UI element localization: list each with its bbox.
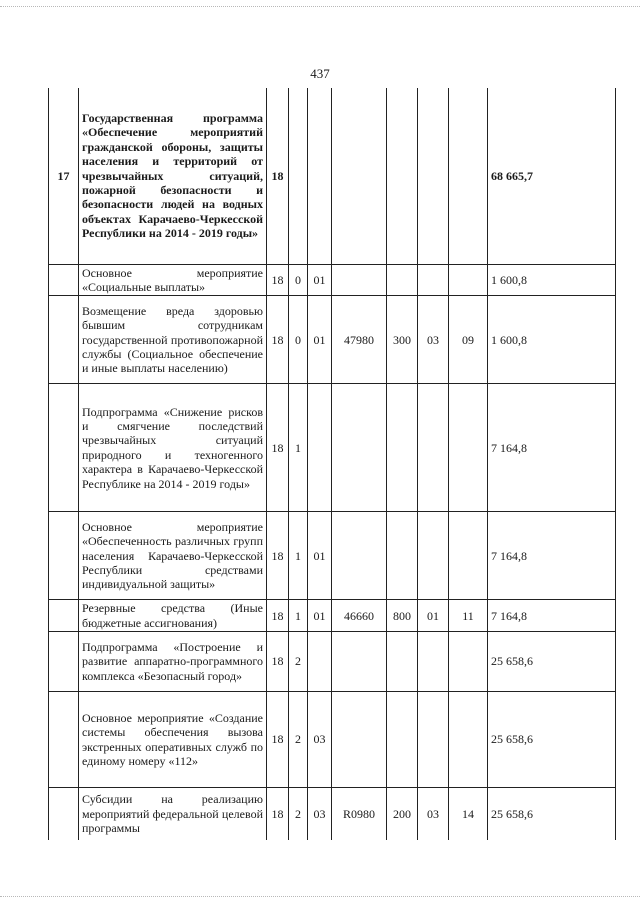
item-name-cell: Подпрограмма «Снижение рисков и смягчение последствий чрезвычайных ситуаций природного и техногенного характера в Карачаево-Черкесской Республике на 2014 - 2019 годы» [79, 384, 267, 512]
page-number: 437 [310, 66, 330, 81]
code-cell-4 [332, 384, 387, 512]
code-cell-3: 03 [308, 692, 332, 788]
item-name-cell: Возмещение вреда здоровью бывшим сотрудникам государственной противопожарной службы (Социальное обеспечение и иные выплаты населению) [79, 296, 267, 384]
code-cell-5 [387, 692, 418, 788]
code-cell-3: 01 [308, 296, 332, 384]
table-row [49, 788, 616, 840]
code-cell-1: 18 [267, 600, 289, 632]
code-cell-1: 18 [267, 88, 289, 264]
code-cell-7 [449, 692, 488, 788]
code-cell-2: 2 [289, 632, 308, 692]
code-cell-1: 18 [267, 296, 289, 384]
code-cell-7: 14 [449, 788, 488, 840]
code-cell-6 [418, 264, 449, 296]
code-cell-5: 200 [387, 788, 418, 840]
code-cell-1: 18 [267, 632, 289, 692]
item-name-cell: Государственная программа «Обеспечение мероприятий гражданской обороны, защиты населения и территорий от чрезвычайных ситуаций, пожарной безопасности и безопасности людей на водных объектах Карачаево-Черкесской Республики на 2014 - 2019 годы» [79, 88, 267, 264]
code-cell-1: 18 [267, 512, 289, 600]
code-cell-6: 03 [418, 788, 449, 840]
code-cell-4: 47980 [332, 296, 387, 384]
table-row [49, 512, 616, 600]
amount-cell: 68 665,7 [488, 88, 616, 264]
code-cell-7: 11 [449, 600, 488, 632]
amount-cell: 7 164,8 [488, 512, 616, 600]
item-name-cell: Основное мероприятие «Обеспеченность различных групп населения Карачаево-Черкесской Республики средствами индивидуальной защиты» [79, 512, 267, 600]
code-cell-2: 1 [289, 384, 308, 512]
amount-cell: 25 658,6 [488, 632, 616, 692]
code-cell-1: 18 [267, 692, 289, 788]
code-cell-4 [332, 692, 387, 788]
code-cell-5 [387, 384, 418, 512]
code-cell-7 [449, 384, 488, 512]
code-cell-7 [449, 512, 488, 600]
table-row [49, 264, 616, 296]
code-cell-6: 01 [418, 600, 449, 632]
code-cell-5 [387, 632, 418, 692]
code-cell-2: 2 [289, 788, 308, 840]
code-cell-2: 1 [289, 512, 308, 600]
item-name-cell: Подпрограмма «Построение и развитие аппаратно-программного комплекса «Безопасный город» [79, 632, 267, 692]
code-cell-5 [387, 88, 418, 264]
code-cell-3: 01 [308, 264, 332, 296]
code-cell-4 [332, 264, 387, 296]
amount-cell: 1 600,8 [488, 296, 616, 384]
code-cell-4: R0980 [332, 788, 387, 840]
code-cell-5 [387, 512, 418, 600]
code-cell-2 [289, 88, 308, 264]
code-cell-7 [449, 88, 488, 264]
code-cell-3 [308, 632, 332, 692]
code-cell-7: 09 [449, 296, 488, 384]
code-cell-6 [418, 692, 449, 788]
amount-cell: 25 658,6 [488, 788, 616, 840]
code-cell-6 [418, 512, 449, 600]
code-cell-5: 800 [387, 600, 418, 632]
amount-cell: 7 164,8 [488, 600, 616, 632]
code-cell-6: 03 [418, 296, 449, 384]
code-cell-3: 01 [308, 600, 332, 632]
code-cell-7 [449, 264, 488, 296]
item-name-cell: Основное мероприятие «Создание системы обеспечения вызова экстренных оперативных служб по единому номеру «112» [79, 692, 267, 788]
amount-cell: 25 658,6 [488, 692, 616, 788]
amount-cell: 7 164,8 [488, 384, 616, 512]
code-cell-6 [418, 632, 449, 692]
row-number-cell [49, 600, 79, 632]
code-cell-1: 18 [267, 264, 289, 296]
row-number-cell [49, 384, 79, 512]
table-row [49, 384, 616, 512]
table-row [49, 632, 616, 692]
code-cell-3: 03 [308, 788, 332, 840]
table-row [49, 692, 616, 788]
code-cell-2: 0 [289, 296, 308, 384]
code-cell-5: 300 [387, 296, 418, 384]
code-cell-4 [332, 88, 387, 264]
code-cell-6 [418, 384, 449, 512]
code-cell-5 [387, 264, 418, 296]
code-cell-4 [332, 512, 387, 600]
table-row [49, 296, 616, 384]
item-name-cell: Резервные средства (Иные бюджетные ассигнования) [79, 600, 267, 632]
row-number-cell [49, 296, 79, 384]
row-number-cell [49, 632, 79, 692]
code-cell-3 [308, 384, 332, 512]
code-cell-2: 2 [289, 692, 308, 788]
code-cell-4 [332, 632, 387, 692]
item-name-cell: Субсидии на реализацию мероприятий федеральной целевой программы [79, 788, 267, 840]
code-cell-1: 18 [267, 384, 289, 512]
code-cell-7 [449, 632, 488, 692]
code-cell-3: 01 [308, 512, 332, 600]
code-cell-4: 46660 [332, 600, 387, 632]
scan-edge-bottom [0, 896, 640, 898]
code-cell-2: 1 [289, 600, 308, 632]
scan-edge-top [0, 6, 640, 8]
amount-cell: 1 600,8 [488, 264, 616, 296]
row-number-cell [49, 512, 79, 600]
row-number-cell: 17 [49, 88, 79, 264]
budget-table [48, 88, 616, 840]
row-number-cell [49, 788, 79, 840]
table-row [49, 600, 616, 632]
table-row [49, 88, 616, 264]
code-cell-1: 18 [267, 788, 289, 840]
code-cell-3 [308, 88, 332, 264]
code-cell-6 [418, 88, 449, 264]
row-number-cell [49, 264, 79, 296]
row-number-cell [49, 692, 79, 788]
code-cell-2: 0 [289, 264, 308, 296]
item-name-cell: Основное мероприятие «Социальные выплаты» [79, 264, 267, 296]
